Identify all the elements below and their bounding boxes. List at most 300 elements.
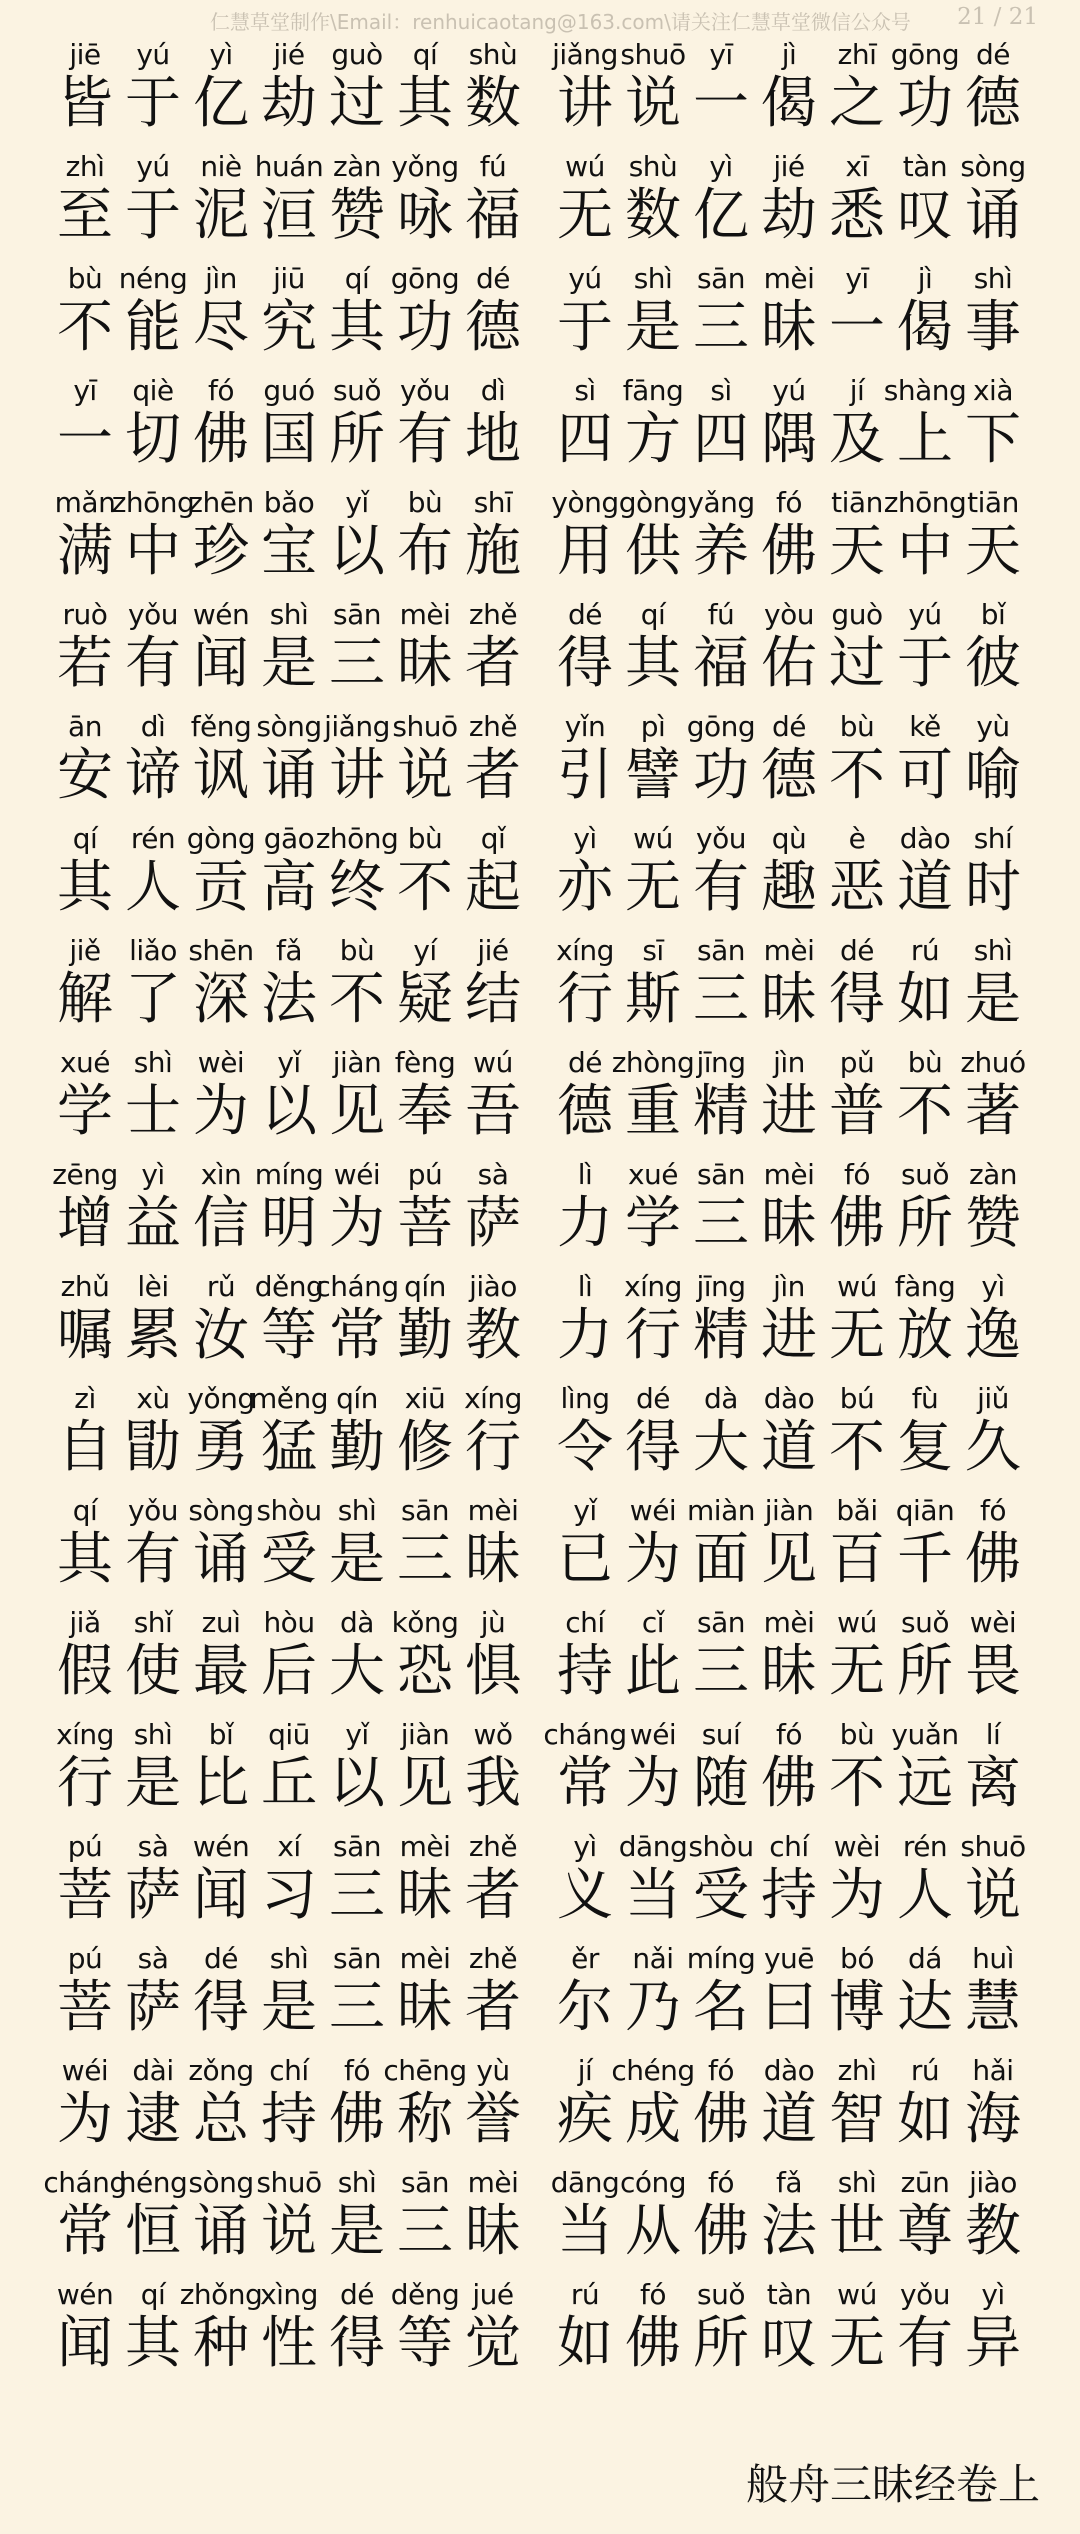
syllable xyxy=(54,1606,116,1704)
hanzi: 德 xyxy=(761,743,817,808)
syllable xyxy=(258,1046,320,1144)
pinyin: yú xyxy=(908,598,942,631)
syllable xyxy=(962,1942,1024,2040)
verse-line-right xyxy=(550,2166,1024,2264)
pinyin: sì xyxy=(574,374,596,407)
pinyin: fǎ xyxy=(775,2166,802,2199)
syllable xyxy=(54,1382,116,1480)
pinyin: yǒng xyxy=(391,150,459,183)
syllable xyxy=(122,710,184,808)
hanzi: 大 xyxy=(693,1415,749,1480)
hanzi: 高 xyxy=(261,855,317,920)
syllable xyxy=(962,1718,1024,1816)
syllable xyxy=(826,2166,888,2264)
syllable xyxy=(826,1942,888,2040)
syllable xyxy=(826,1046,888,1144)
syllable xyxy=(690,1718,752,1816)
hanzi: 常 xyxy=(329,1303,385,1368)
hanzi: 疑 xyxy=(397,967,453,1032)
syllable xyxy=(962,262,1024,360)
syllable xyxy=(122,150,184,248)
syllable xyxy=(394,822,456,920)
syllable xyxy=(462,486,524,584)
syllable xyxy=(315,822,399,920)
hanzi: 深 xyxy=(193,967,249,1032)
syllable xyxy=(554,1830,616,1928)
syllable xyxy=(326,1158,388,1256)
syllable xyxy=(391,150,459,248)
hanzi: 乃 xyxy=(625,1975,681,2040)
syllable xyxy=(462,1606,524,1704)
syllable xyxy=(258,1830,320,1928)
syllable xyxy=(394,1046,456,1144)
syllable xyxy=(894,1494,956,1592)
pinyin: jiàn xyxy=(764,1494,814,1527)
pinyin: wén xyxy=(192,598,250,631)
hanzi: 持 xyxy=(557,1639,613,1704)
hanzi: 猛 xyxy=(261,1415,317,1480)
syllable xyxy=(122,822,184,920)
hanzi: 昧 xyxy=(761,295,817,360)
syllable xyxy=(190,1046,252,1144)
pinyin: wèi xyxy=(197,1046,245,1079)
pinyin: jiǔ xyxy=(977,1382,1009,1415)
pinyin: qiū xyxy=(268,1718,310,1751)
syllable xyxy=(962,1046,1024,1144)
pinyin: bù xyxy=(407,822,443,855)
pinyin: yì xyxy=(141,1158,165,1191)
hanzi: 无 xyxy=(829,1303,885,1368)
hanzi: 赞 xyxy=(965,1191,1021,1256)
hanzi: 当 xyxy=(625,1863,681,1928)
verse-line-left xyxy=(54,934,524,1032)
syllable xyxy=(258,374,320,472)
syllable xyxy=(686,710,756,808)
pinyin: fěng xyxy=(190,710,252,743)
hanzi: 有 xyxy=(125,631,181,696)
hanzi: 萨 xyxy=(125,1975,181,2040)
syllable xyxy=(326,2054,388,2152)
syllable xyxy=(190,2054,252,2152)
syllable xyxy=(122,38,184,136)
pinyin: zhōng xyxy=(315,822,399,855)
pinyin: suǒ xyxy=(901,1158,949,1191)
hanzi: 法 xyxy=(761,2199,817,2264)
syllable xyxy=(462,1718,524,1816)
syllable xyxy=(258,710,320,808)
verse-line-right xyxy=(554,2054,1024,2152)
syllable xyxy=(190,1158,252,1256)
pinyin: jiū xyxy=(273,262,305,295)
hanzi: 一 xyxy=(57,407,113,472)
verse-line-left xyxy=(54,1382,524,1480)
syllable xyxy=(758,1830,820,1928)
hanzi: 是 xyxy=(261,1975,317,2040)
verse-line-right xyxy=(554,710,1024,808)
syllable xyxy=(758,1270,820,1368)
syllable xyxy=(826,486,888,584)
syllable xyxy=(826,822,888,920)
hanzi: 佛 xyxy=(193,407,249,472)
pinyin: rú xyxy=(910,934,940,967)
hanzi: 昧 xyxy=(761,1639,817,1704)
pinyin: yí xyxy=(413,934,437,967)
hanzi: 人 xyxy=(125,855,181,920)
syllable xyxy=(690,598,752,696)
pinyin: yǎng xyxy=(687,486,755,519)
hanzi: 过 xyxy=(329,71,385,136)
syllable xyxy=(622,1942,684,2040)
pinyin: gòng xyxy=(186,822,256,855)
page-number: 21 / 21 xyxy=(957,4,1038,30)
hanzi: 性 xyxy=(261,2311,317,2376)
hanzi: 诵 xyxy=(193,2199,249,2264)
syllable xyxy=(554,710,616,808)
pinyin: fù xyxy=(911,1382,939,1415)
pinyin: zūn xyxy=(900,2166,950,2199)
pinyin: fó xyxy=(344,2054,370,2087)
pinyin: shì xyxy=(269,598,309,631)
syllable xyxy=(826,1606,888,1704)
verse-line-left xyxy=(54,1606,524,1704)
pinyin: qí xyxy=(140,2278,166,2311)
syllable xyxy=(550,2166,620,2264)
syllable xyxy=(962,822,1024,920)
pinyin: jiàn xyxy=(332,1046,382,1079)
pinyin: dà xyxy=(340,1606,374,1639)
syllable xyxy=(258,2054,320,2152)
pinyin: shì xyxy=(269,1942,309,1975)
pinyin: shǐ xyxy=(133,1606,173,1639)
hanzi: 丘 xyxy=(261,1751,317,1816)
pinyin: suǒ xyxy=(697,2278,745,2311)
syllable xyxy=(551,486,619,584)
pinyin: mèi xyxy=(763,1158,815,1191)
syllable xyxy=(554,262,616,360)
pinyin: jiàn xyxy=(400,1718,450,1751)
pinyin: jì xyxy=(781,38,797,71)
syllable xyxy=(758,262,820,360)
hanzi: 离 xyxy=(965,1751,1021,1816)
verse-line-right xyxy=(543,1718,1024,1816)
pinyin: sān xyxy=(697,1606,745,1639)
syllable xyxy=(258,2278,320,2376)
hanzi: 见 xyxy=(761,1527,817,1592)
pinyin: shuō xyxy=(620,38,686,71)
syllable xyxy=(826,150,888,248)
hanzi: 是 xyxy=(125,1751,181,1816)
syllable xyxy=(690,1046,752,1144)
hanzi: 之 xyxy=(829,71,885,136)
hanzi: 常 xyxy=(57,2199,113,2264)
syllable xyxy=(554,1046,616,1144)
syllable xyxy=(462,934,524,1032)
syllable xyxy=(554,1270,616,1368)
syllable xyxy=(962,710,1024,808)
hanzi: 畏 xyxy=(965,1639,1021,1704)
hanzi: 三 xyxy=(329,1863,385,1928)
pinyin: shēn xyxy=(188,934,254,967)
verse-row xyxy=(0,934,1080,1046)
pinyin: yuē xyxy=(763,1942,815,1975)
syllable xyxy=(118,262,188,360)
syllable xyxy=(894,822,956,920)
pinyin: zhòng xyxy=(611,1046,695,1079)
hanzi: 恶 xyxy=(829,855,885,920)
hanzi: 受 xyxy=(261,1527,317,1592)
syllable xyxy=(326,2166,388,2264)
hanzi: 无 xyxy=(829,2311,885,2376)
syllable xyxy=(326,934,388,1032)
syllable xyxy=(258,1942,320,2040)
syllable xyxy=(394,38,456,136)
syllable xyxy=(962,374,1024,472)
syllable xyxy=(326,150,388,248)
syllable xyxy=(622,598,684,696)
syllable xyxy=(326,1718,388,1816)
syllable xyxy=(390,262,460,360)
pinyin: qiè xyxy=(132,374,174,407)
hanzi: 谛 xyxy=(125,743,181,808)
syllable xyxy=(891,1718,959,1816)
pinyin: jí xyxy=(577,2054,593,2087)
verse-line-left xyxy=(54,2054,524,2152)
hanzi: 佛 xyxy=(761,1751,817,1816)
hanzi: 疾 xyxy=(557,2087,613,2152)
pinyin: yù xyxy=(476,2054,510,2087)
hanzi: 一 xyxy=(829,295,885,360)
pinyin: jiē xyxy=(69,38,101,71)
verse-row xyxy=(0,150,1080,262)
hanzi: 用 xyxy=(557,519,613,584)
pinyin: gōng xyxy=(686,710,756,743)
pinyin: pǔ xyxy=(839,1046,875,1079)
pinyin: bó xyxy=(840,1942,874,1975)
syllable xyxy=(122,2278,184,2376)
verse-line-left xyxy=(43,2166,524,2264)
syllable xyxy=(187,1382,255,1480)
syllable xyxy=(554,822,616,920)
pinyin: ruò xyxy=(62,598,108,631)
hanzi: 起 xyxy=(465,855,521,920)
pinyin: ěr xyxy=(571,1942,599,1975)
hanzi: 说 xyxy=(261,2199,317,2264)
hanzi: 解 xyxy=(57,967,113,1032)
pinyin: zì xyxy=(74,1382,96,1415)
hanzi: 斯 xyxy=(625,967,681,1032)
syllable xyxy=(962,2166,1024,2264)
syllable xyxy=(894,1382,956,1480)
syllable xyxy=(54,1046,116,1144)
hanzi: 悉 xyxy=(829,183,885,248)
hanzi: 逸 xyxy=(965,1303,1021,1368)
pinyin: wú xyxy=(837,1270,877,1303)
pinyin: xìn xyxy=(200,1158,242,1191)
hanzi: 学 xyxy=(625,1191,681,1256)
pinyin: míng xyxy=(686,1942,756,1975)
hanzi: 施 xyxy=(465,519,521,584)
syllable xyxy=(111,486,195,584)
hanzi: 昧 xyxy=(465,2199,521,2264)
verse-line-right xyxy=(554,1046,1024,1144)
syllable xyxy=(622,710,684,808)
syllable xyxy=(622,2278,684,2376)
syllable xyxy=(190,1606,252,1704)
hanzi: 力 xyxy=(557,1191,613,1256)
pinyin: cháng xyxy=(43,2166,127,2199)
pinyin: yī xyxy=(845,262,869,295)
hanzi: 为 xyxy=(625,1527,681,1592)
pinyin: wén xyxy=(192,1830,250,1863)
syllable xyxy=(543,1718,627,1816)
hanzi: 菩 xyxy=(57,1863,113,1928)
pinyin: gōng xyxy=(890,38,960,71)
pinyin: dào xyxy=(763,1382,815,1415)
hanzi: 于 xyxy=(125,71,181,136)
syllable xyxy=(190,1494,252,1592)
pinyin: wéi xyxy=(629,1494,677,1527)
pinyin: sà xyxy=(137,1942,169,1975)
syllable xyxy=(394,1382,456,1480)
syllable xyxy=(122,2054,184,2152)
hanzi: 学 xyxy=(57,1079,113,1144)
syllable xyxy=(554,38,616,136)
syllable xyxy=(462,1830,524,1928)
pinyin: mèi xyxy=(763,934,815,967)
syllable xyxy=(190,934,252,1032)
pinyin: shī xyxy=(473,486,513,519)
hanzi: 时 xyxy=(965,855,1021,920)
pinyin: yì xyxy=(981,1270,1005,1303)
pinyin: yú xyxy=(772,374,806,407)
pinyin: liǎo xyxy=(129,934,177,967)
pinyin: huì xyxy=(972,1942,1014,1975)
hanzi: 闻 xyxy=(193,631,249,696)
syllable xyxy=(890,38,960,136)
verse-line-right xyxy=(554,1270,1024,1368)
verse-line-right xyxy=(554,1942,1024,2040)
pinyin: cóng xyxy=(619,2166,687,2199)
syllable xyxy=(258,822,320,920)
verse-row xyxy=(0,822,1080,934)
syllable xyxy=(962,1830,1024,1928)
hanzi: 勖 xyxy=(125,1415,181,1480)
pinyin: yǒu xyxy=(128,1494,178,1527)
hanzi: 福 xyxy=(693,631,749,696)
syllable xyxy=(394,374,456,472)
pinyin: fó xyxy=(640,2278,666,2311)
verse-row xyxy=(0,710,1080,822)
syllable xyxy=(394,2166,456,2264)
pinyin: xué xyxy=(59,1046,111,1079)
hanzi: 天 xyxy=(965,519,1021,584)
syllable xyxy=(554,1494,616,1592)
hanzi: 行 xyxy=(557,967,613,1032)
hanzi: 昧 xyxy=(465,1527,521,1592)
hanzi: 以 xyxy=(329,1751,385,1816)
syllable xyxy=(690,1158,752,1256)
syllable xyxy=(258,486,320,584)
syllable xyxy=(687,486,755,584)
syllable xyxy=(619,2166,687,2264)
syllable xyxy=(54,150,116,248)
syllable xyxy=(622,1606,684,1704)
syllable xyxy=(622,1382,684,1480)
hanzi: 曰 xyxy=(761,1975,817,2040)
hanzi: 不 xyxy=(329,967,385,1032)
pinyin: děng xyxy=(390,2278,460,2311)
hanzi: 其 xyxy=(397,71,453,136)
pinyin: pú xyxy=(67,1830,103,1863)
syllable xyxy=(554,1382,616,1480)
syllable xyxy=(258,1494,320,1592)
syllable xyxy=(758,598,820,696)
pinyin: yì xyxy=(573,1830,597,1863)
hanzi: 所 xyxy=(897,1639,953,1704)
syllable xyxy=(758,1494,820,1592)
pinyin: jiǎng xyxy=(324,710,390,743)
hanzi: 得 xyxy=(625,1415,681,1480)
syllable xyxy=(690,38,752,136)
hanzi: 于 xyxy=(897,631,953,696)
hanzi: 智 xyxy=(829,2087,885,2152)
pinyin: tàn xyxy=(766,2278,812,2311)
hanzi: 自 xyxy=(57,1415,113,1480)
pinyin: xià xyxy=(972,374,1013,407)
syllable xyxy=(122,1494,184,1592)
verse-line-right xyxy=(554,598,1024,696)
pinyin: zhī xyxy=(837,38,877,71)
hanzi: 有 xyxy=(693,855,749,920)
pinyin: jiǎng xyxy=(552,38,618,71)
syllable xyxy=(758,2278,820,2376)
hanzi: 是 xyxy=(625,295,681,360)
pinyin: zàn xyxy=(332,150,382,183)
syllable xyxy=(826,1270,888,1368)
syllable xyxy=(611,1046,695,1144)
pinyin: jiě xyxy=(69,934,101,967)
pinyin: gāo xyxy=(263,822,315,855)
hanzi: 若 xyxy=(57,631,113,696)
hanzi: 有 xyxy=(397,407,453,472)
pinyin: dé xyxy=(568,1046,602,1079)
pinyin: rǔ xyxy=(206,1270,236,1303)
pinyin: qí xyxy=(412,38,438,71)
pinyin: wú xyxy=(565,150,605,183)
syllable xyxy=(894,2278,956,2376)
hanzi: 天 xyxy=(829,519,885,584)
hanzi: 名 xyxy=(693,1975,749,2040)
syllable xyxy=(326,262,388,360)
hanzi: 信 xyxy=(193,1191,249,1256)
pinyin: wú xyxy=(837,1606,877,1639)
hanzi: 者 xyxy=(465,1975,521,2040)
hanzi: 尽 xyxy=(193,295,249,360)
syllable xyxy=(43,2166,127,2264)
hanzi: 不 xyxy=(829,1751,885,1816)
pinyin: yǐ xyxy=(573,1494,597,1527)
pinyin: qín xyxy=(404,1270,446,1303)
hanzi: 汝 xyxy=(193,1303,249,1368)
pinyin: mèi xyxy=(399,1942,451,1975)
hanzi: 讲 xyxy=(329,743,385,808)
syllable xyxy=(122,1158,184,1256)
pinyin: cháng xyxy=(315,1270,399,1303)
page-header xyxy=(0,0,1080,40)
hanzi: 道 xyxy=(897,855,953,920)
syllable xyxy=(758,822,820,920)
hanzi: 布 xyxy=(397,519,453,584)
